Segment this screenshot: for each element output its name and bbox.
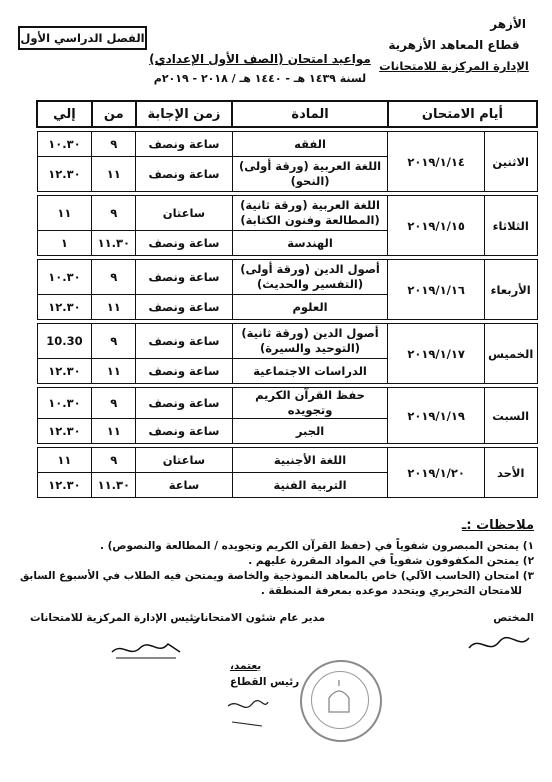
- header-from: من: [92, 101, 136, 127]
- exam-schedule-table: [36, 100, 538, 498]
- end-time-cell: ١٢.٣٠: [37, 157, 92, 192]
- subject-cell: [232, 157, 388, 192]
- subject-line: التربية الفنية: [273, 477, 347, 492]
- header-to: إلي: [37, 101, 92, 127]
- note-item: ٣) امتحان (الحاسب الآلي) خاص بالمعاهد النموذجية والخاصة ويمتحن فيه الطلاب في الأسبوع السابق: [19, 570, 534, 582]
- subject-line: اللغة العربية (ورقة أولى): [238, 159, 382, 173]
- header-organization-block: [374, 14, 534, 77]
- subject-cell: [232, 448, 388, 473]
- exam-date: ٢٠١٩/١/١٩: [388, 388, 484, 444]
- exam-date: ٢٠١٩/١/١٥: [388, 196, 484, 256]
- end-time-cell: 10.30: [37, 324, 92, 359]
- table-row: [37, 260, 537, 295]
- end-time-cell: ١٢.٣٠: [37, 359, 92, 384]
- handwritten-signature: [108, 638, 184, 662]
- semester-box: الفصل الدراسي الأول: [18, 26, 147, 50]
- subject-cell: [232, 324, 388, 359]
- subject-line: الجبر: [295, 423, 325, 438]
- handwritten-signature: [464, 630, 534, 658]
- duration-cell: ساعة ونصف: [136, 295, 232, 320]
- day-name: الاثنين: [484, 132, 537, 192]
- subject-cell: [232, 260, 388, 295]
- duration-cell: ساعتان: [136, 448, 232, 473]
- subject-line: أصول الدين (ورقة ثانية): [241, 326, 379, 340]
- end-time-cell: ١٠.٣٠: [37, 388, 92, 419]
- start-time-cell: ٩: [92, 196, 136, 231]
- day-name: الأربعاء: [484, 260, 537, 320]
- table-row: [37, 324, 537, 359]
- table-body: [37, 127, 537, 498]
- subject-line: (النحو): [290, 174, 330, 188]
- subject-line: (التوحيد والسيرة): [260, 341, 361, 355]
- subject-cell: [232, 132, 388, 157]
- start-time-cell: ٩: [92, 324, 136, 359]
- day-name: الخميس: [484, 324, 537, 384]
- header-days: أيام الامتحان: [388, 101, 537, 127]
- note-item: ٢) يمتحن المكفوفون شفوياً في المواد المقررة عليهم .: [248, 555, 534, 567]
- table-header-row: [37, 101, 537, 127]
- note-item: ١) يمتحن المبصرون شفوياً في (حفظ القرآن الكريم وتجويده / المطالعة والنصوص) .: [99, 540, 534, 552]
- seal-icon: [300, 660, 378, 738]
- end-time-cell: ١٢.٣٠: [37, 419, 92, 444]
- notes-section: [18, 518, 534, 599]
- end-time-cell: ١١: [37, 448, 92, 473]
- duration-cell: ساعة ونصف: [136, 419, 232, 444]
- start-time-cell: ١١: [92, 359, 136, 384]
- end-time-cell: ١٢.٣٠: [37, 295, 92, 320]
- subject-line: اللغة الأجنبية: [273, 452, 347, 467]
- table-row: [37, 388, 537, 419]
- official-seal: [300, 660, 382, 742]
- signature-specialist: المختص: [493, 612, 534, 624]
- table-row: [37, 448, 537, 473]
- duration-cell: ساعة ونصف: [136, 157, 232, 192]
- header-duration: زمن الإجابة: [136, 101, 232, 127]
- header-subject: المادة: [232, 101, 388, 127]
- exam-date: ٢٠١٩/١/١٦: [388, 260, 484, 320]
- subject-cell: [232, 196, 388, 231]
- end-time-cell: ١٢.٣٠: [37, 473, 92, 498]
- start-time-cell: ٩: [92, 448, 136, 473]
- subject-cell: [232, 419, 388, 444]
- subject-cell: [232, 473, 388, 498]
- department-name: الإدارة المركزية للامتحانات: [379, 59, 529, 73]
- sector-name: قطاع المعاهد الأزهرية: [388, 38, 520, 52]
- subject-line: (المطالعة وفنون الكتابة): [240, 213, 380, 227]
- document-title-block: [140, 50, 380, 88]
- approval-label: يعتمد،: [230, 660, 262, 672]
- subject-cell: [232, 359, 388, 384]
- signature-general-manager: مدير عام شئون الامتحانات: [190, 612, 326, 624]
- subject-cell: [232, 231, 388, 256]
- end-time-cell: ١٠.٣٠: [37, 132, 92, 157]
- duration-cell: ساعة ونصف: [136, 324, 232, 359]
- end-time-cell: ١١: [37, 196, 92, 231]
- exam-date: ٢٠١٩/١/١٧: [388, 324, 484, 384]
- exam-date: ٢٠١٩/١/٢٠: [388, 448, 484, 498]
- table-row: [37, 132, 537, 157]
- duration-cell: ساعة ونصف: [136, 231, 232, 256]
- subject-line: الفقه: [294, 136, 326, 151]
- org-name: الأزهر: [490, 17, 526, 31]
- day-name: السبت: [484, 388, 537, 444]
- duration-cell: ساعة ونصف: [136, 260, 232, 295]
- start-time-cell: ١١.٣٠: [92, 473, 136, 498]
- end-time-cell: ١: [37, 231, 92, 256]
- subject-line: حفظ القرآن الكريم وتجويده: [255, 388, 365, 417]
- duration-cell: ساعة ونصف: [136, 388, 232, 419]
- start-time-cell: ٩: [92, 260, 136, 295]
- academic-year: لسنة ١٤٣٩ هـ - ١٤٤٠ هـ / ٢٠١٨ - ٢٠١٩م: [153, 72, 367, 85]
- duration-cell: ساعة ونصف: [136, 132, 232, 157]
- notes-title: ملاحظات :ـ: [461, 518, 534, 533]
- day-name: الأحد: [484, 448, 537, 498]
- duration-cell: ساعة: [136, 473, 232, 498]
- duration-cell: ساعتان: [136, 196, 232, 231]
- subject-line: الدراسات الاجتماعية: [253, 363, 367, 378]
- start-time-cell: ٩: [92, 132, 136, 157]
- subject-cell: [232, 388, 388, 419]
- note-continuation: للامتحان التحريري ويتحدد موعده بمعرفة المنطقة .: [260, 585, 522, 597]
- subject-line: الهندسة: [287, 235, 333, 250]
- end-time-cell: ١٠.٣٠: [37, 260, 92, 295]
- start-time-cell: ١١: [92, 157, 136, 192]
- signature-sector-head: رئيس القطاع: [230, 676, 300, 688]
- subject-cell: [232, 295, 388, 320]
- subject-line: اللغة العربية (ورقة ثانية): [240, 198, 380, 212]
- start-time-cell: ٩: [92, 388, 136, 419]
- duration-cell: ساعة ونصف: [136, 359, 232, 384]
- start-time-cell: ١١: [92, 295, 136, 320]
- start-time-cell: ١١.٣٠: [92, 231, 136, 256]
- day-name: الثلاثاء: [484, 196, 537, 256]
- signature-central-head: رئيس الإدارة المركزية للامتحانات: [30, 612, 200, 624]
- exam-date: ٢٠١٩/١/١٤: [388, 132, 484, 192]
- start-time-cell: ١١: [92, 419, 136, 444]
- table-row: [37, 196, 537, 231]
- subject-line: العلوم: [292, 299, 328, 314]
- document-title: مواعيد امتحان (الصف الأول الإعدادي): [149, 52, 371, 66]
- subject-line: أصول الدين (ورقة أولى): [240, 262, 380, 276]
- subject-line: (التفسير والحديث): [256, 277, 364, 291]
- handwritten-signature: [222, 696, 272, 732]
